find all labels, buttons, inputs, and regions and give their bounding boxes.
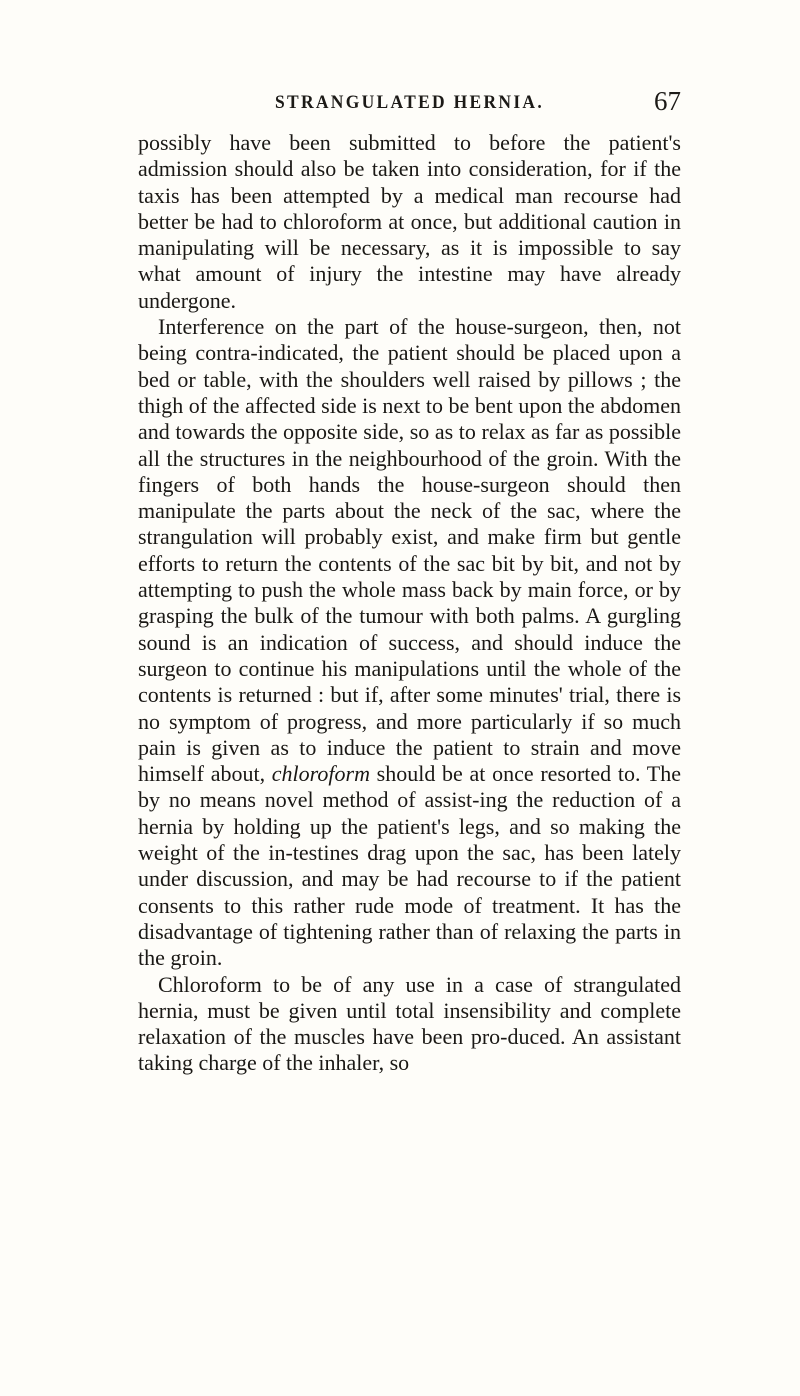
italic-term: chloroform	[271, 761, 370, 787]
running-title: STRANGULATED HERNIA.	[274, 92, 545, 113]
page-number: 67	[654, 86, 681, 116]
paragraph-1-text: possibly have been submitted to before the patient's admission should also be taken into consideration, for if the taxis has been attempted by a medical man recourse had better be had to chloroform at once, but additional caution in manipulating will be necessary, as it is impossible to say what amount of injury the intestine may have already undergone.	[138, 130, 681, 313]
paragraph-2-text: Interference on the part of the house-surgeon, then, not being contra-indicated, the patient should be placed upon a bed or table, with the shoulders well raised by pillows ; the thigh of the affected side is next to be bent upon the abdomen and towards the opposite side, so as to relax as far as possible all the structures in the neighbourhood of the groin. With the fingers of both hands the house-surgeon should then manipulate the parts about the neck of the sac, where the strangulation will probably exist, and make firm but gentle efforts to return the contents of the sac bit by bit, and not by attempting to push the whole mass back by main force, or by grasping the bulk of the tumour with both palms. A gurgling sound is an indication of success, and should induce the surgeon to continue his manipulations until the whole of the contents is returned : but if, after some minutes' trial, there is no symptom of progress, and more particularly if so much pain is given as to induce the patient to strain and move himself about,	[138, 314, 681, 787]
paragraph-continued	[138, 130, 681, 314]
paragraph	[138, 314, 681, 971]
paragraph	[138, 972, 681, 1077]
body-text	[138, 130, 681, 1077]
paragraph-3-text: Chloroform to be of any use in a case of strangulated hernia, must be given until total insensibility and complete relaxation of the muscles have been pro-duced. An assistant taking charge of the inhaler, so	[138, 971, 681, 1076]
running-head	[138, 86, 681, 116]
paragraph-2-text-after: should be at once resorted to. The by no means novel method of assist-ing the reduction of a hernia by holding up the patient's legs, and so making the weight of the in-testines drag upon the sac, has been lately under discussion, and may be had recourse to if the patient consents to this rather rude mode of treatment. It has the disadvantage of tightening rather than of relaxing the parts in the groin.	[138, 761, 681, 971]
